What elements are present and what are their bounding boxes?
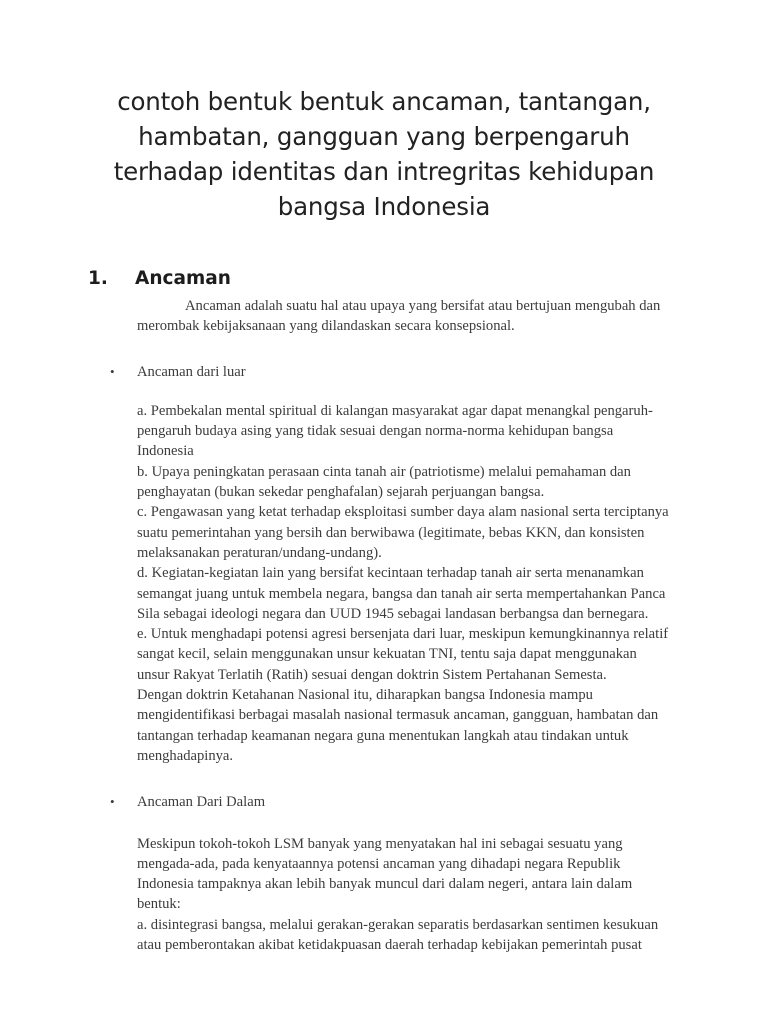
lettered-item-b: b. Upaya peningkatan perasaan cinta tanah air (patriotisme) melalui pemahaman dan penghayatan (bukan sekedar penghafalan) sejarah perjuangan bangsa.	[137, 463, 631, 501]
list-item-label: Ancaman dari luar	[137, 363, 246, 380]
section-heading	[0, 224, 768, 291]
bullet-dot-icon: •	[110, 794, 115, 810]
lettered-item-c: c. Pengawasan yang ketat terhadap eksploitasi sumber daya alam nasional serta terciptanya suatu pemerintahan yang bersih dan berwibawa (legitimate, bebas KKN, dan konsisten melaksanakan peraturan/undang-undang).	[137, 504, 669, 561]
section-intro-paragraph: Ancaman adalah suatu hal atau upaya yang bersifat atau bertujuan mengubah dan merombak kebijaksanaan yang dilandaskan secara konsepsional.	[137, 298, 661, 335]
inner-lettered-item-a: a. disintegrasi bangsa, melalui gerakan-gerakan separatis berdasarkan sentimen kesukuan atau pemberontakan akibat ketidakpuasan daerah terhadap kebijakan pemerintah pusat	[137, 916, 659, 954]
inner-threat-intro: Meskipun tokoh-tokoh LSM banyak yang menyatakan hal ini sebagai sesuatu yang mengada-ada, pada kenyataannya potensi ancaman yang dihadapi negara Republik Indonesia tampaknya akan lebih banyak muncul dari dalam negeri, antara lain dalam bentuk:	[137, 835, 633, 913]
page-title: contoh bentuk bentuk ancaman, tantangan, hambatan, gangguan yang berpengaruh terhadap identitas dan intregritas kehidupan bangsa Indonesia	[113, 87, 655, 221]
lettered-item-d: d. Kegiatan-kegiatan lain yang bersifat kecintaan terhadap tanah air serta menanamkan semangat juang untuk membela negara, bangsa dan tanah air serta mempertahankan Panca Sila sebagai ideologi negara dan UUD 1945 sebagai landasan berbangsa dan bernegara.	[137, 565, 666, 622]
section-heading-label: Ancaman	[135, 268, 231, 289]
bullet-dot-icon: •	[110, 363, 115, 379]
section-number: 1.	[88, 268, 108, 289]
list-item	[0, 792, 768, 812]
bullet-2-content	[0, 834, 768, 956]
bullet-1-content	[0, 401, 768, 766]
lettered-item-e: e. Untuk menghadapi potensi agresi bersenjata dari luar, meskipun kemungkinannya relatif sangat kecil, selain menggunakan unsur kekuatan TNI, tentu saja dapat menggunakan unsur Rakyat Terlatih (Ratih) sesuai dengan doktrin Sistem Pertahanan Semesta.	[137, 626, 669, 683]
closing-paragraph: Dengan doktrin Ketahanan Nasional itu, diharapkan bangsa Indonesia mampu mengidentifikasi berbagai masalah nasional termasuk ancaman, gangguan, hambatan dan tantangan terhadap keamanan negara guna menentukan langkah atau tindakan untuk menghadapinya.	[137, 687, 659, 764]
list-item	[0, 362, 768, 382]
lettered-item-a: a. Pembekalan mental spiritual di kalangan masyarakat agar dapat menangkal pengaruh-pengaruh budaya asing yang tidak sesuai dengan norma-norma kehidupan bangsa Indonesia	[137, 402, 653, 460]
list-item-label: Ancaman Dari Dalam	[137, 794, 266, 811]
